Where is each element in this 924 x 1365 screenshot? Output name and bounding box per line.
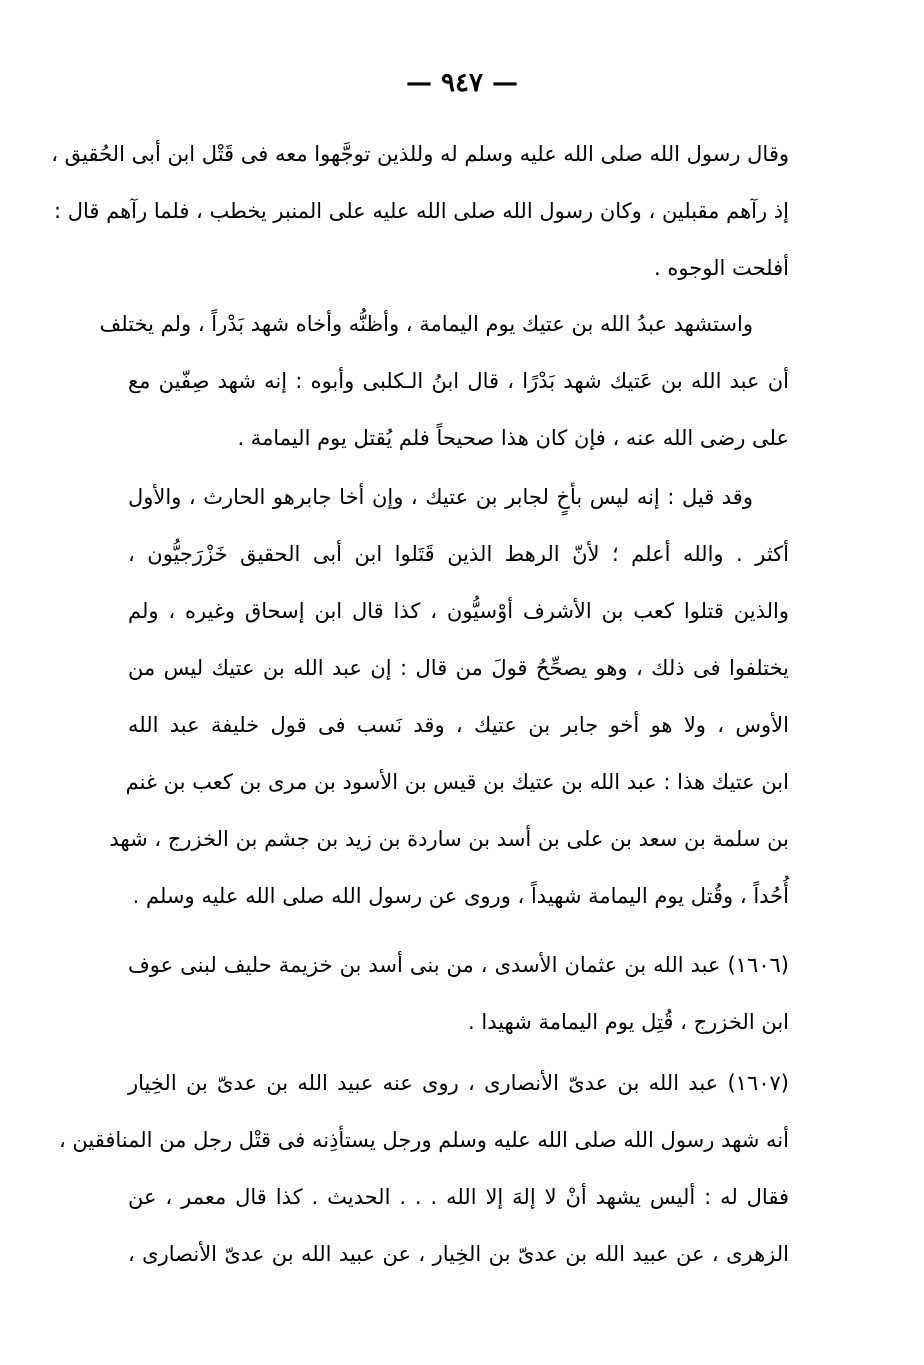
paragraph-1: [51, 126, 789, 297]
text-line: واستشهد عبدُ الله بن عتيك يوم اليمامة ، وأظنُّه وأخاه شهد بَدْراً ، ولم يختلف: [99, 312, 753, 336]
paragraph-2: [99, 296, 789, 467]
text-line: على رضى الله عنه ، فإن كان هذا صحيحاً فلم يُقتل يوم اليمامة .: [237, 426, 789, 450]
text-line: (١٦٠٦) عبد الله بن عثمان الأسدى ، من بنى أسد بن خزيمة حليف لبنى عوف: [128, 953, 789, 977]
page-number: — ٩٤٧ —: [405, 68, 519, 98]
text-line: فقال له : أليس يشهد أنْ لا إلهَ إلا الله . . . الحديث . كذا قال معمر ، عن: [128, 1185, 789, 1209]
text-line: بن سلمة بن سعد بن على بن أسد بن ساردة بن زيد بن جشم بن الخزرج ، شهد: [109, 827, 789, 851]
text-line: إذ رآهم مقبلين ، وكان رسول الله صلى الله عليه على المنبر يخطب ، فلما رآهم قال :: [54, 199, 789, 223]
text-line: أُحُداً ، وقُتل يوم اليمامة شهيداً ، وروى عن رسول الله صلى الله عليه وسلم .: [132, 884, 789, 908]
text-line: (١٦٠٧) عبد الله بن عدىّ الأنصارى ، روى عنه عبيد الله بن عدىّ بن الخِيار: [128, 1071, 789, 1095]
text-line: الزهرى ، عن عبيد الله بن عدىّ بن الخِيار ، عن عبيد الله بن عدىّ الأنصارى ،: [128, 1242, 789, 1266]
text-line: أكثر . والله أعلم ؛ لأنّ الرهط الذين قَتَلوا ابن أبى الحقيق خَزْرَجيُّون ،: [128, 542, 789, 566]
text-line: يختلفوا فى ذلك ، وهو يصحِّحُ قولَ من قال : إن عبد الله بن عتيك ليس من: [128, 656, 789, 680]
text-line: والذين قتلوا كعب بن الأشرف أوْسيُّون ، كذا قال ابن إسحاق وغيره ، ولم: [128, 599, 789, 623]
entry-1607: [58, 1055, 789, 1283]
text-line: ابن عتيك هذا : عبد الله بن عتيك بن قيس بن الأسود بن مرى بن كعب بن غنم: [125, 770, 789, 794]
text-line: أنه شهد رسول الله صلى الله عليه وسلم ورجل يستأذِنه فى قتْل رجل من المنافقين ،: [58, 1128, 789, 1152]
entry-1606: [128, 937, 789, 1051]
text-line: ابن الخزرج ، قُتِل يوم اليمامة شهيدا .: [468, 1010, 789, 1034]
text-line: وقد قيل : إنه ليس بأخٍ لجابر بن عتيك ، وإن أخا جابرهو الحارث ، والأول: [128, 485, 753, 509]
text-line: وقال رسول الله صلى الله عليه وسلم له وللذين توجَّهوا معه فى قَتْل ابن أبى الحُقيق ،: [51, 142, 789, 166]
text-line: الأوس ، ولا هو أخو جابر بن عتيك ، وقد نَسب فى قول خليفة عبد الله: [128, 713, 789, 737]
text-line: أن عبد الله بن عَتيك شهد بَدْرًا ، قال ابنُ الـكلبى وأبوه : إنه شهد صِفّين مع: [128, 369, 789, 393]
paragraph-3: [109, 469, 789, 925]
text-line: أفلحت الوجوه .: [654, 256, 789, 280]
